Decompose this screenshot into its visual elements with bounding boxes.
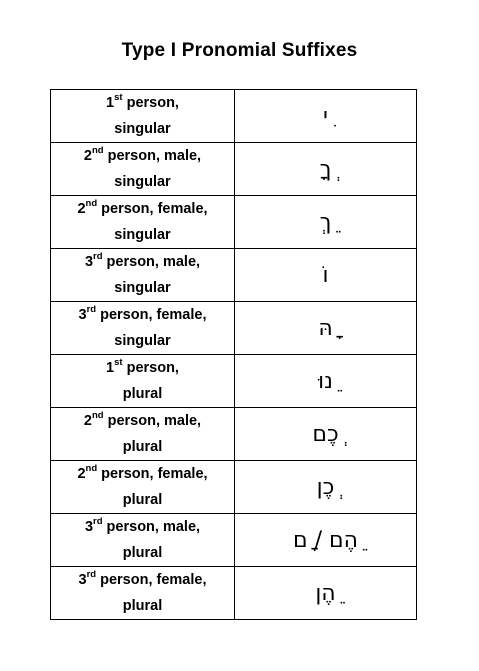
table-row	[51, 408, 417, 461]
number-label: singular	[114, 121, 171, 137]
person-number: 2	[83, 148, 92, 164]
person-number: 2	[77, 201, 86, 217]
table-row	[51, 514, 417, 567]
suffix-table	[50, 89, 417, 620]
hebrew-suffix: וֹ	[235, 249, 417, 302]
ordinal-suffix: rd	[93, 516, 103, 528]
person-description: person, female,	[96, 307, 207, 323]
table-row	[51, 567, 417, 620]
hebrew-suffix: ֵהֶם / ָם	[235, 514, 417, 567]
number-label: plural	[122, 545, 163, 561]
person-label	[51, 90, 235, 143]
ordinal-suffix: nd	[91, 410, 104, 422]
number-label: singular	[114, 174, 171, 190]
person-label	[51, 514, 235, 567]
page-title: Type I Pronomial Suffixes	[121, 40, 358, 61]
person-number: 3	[84, 519, 94, 535]
person-label	[51, 249, 235, 302]
person-label	[51, 461, 235, 514]
person-number: 1	[106, 360, 115, 376]
number-label: plural	[122, 598, 163, 614]
hebrew-suffix: ְכֶן	[235, 461, 417, 514]
ordinal-suffix: rd	[86, 569, 97, 581]
ordinal-suffix: nd	[85, 198, 98, 210]
table-row	[51, 355, 417, 408]
person-label	[51, 302, 235, 355]
hebrew-suffix: ִי	[235, 90, 417, 143]
hebrew-suffix: ֵךְ	[235, 196, 417, 249]
person-description: person, male,	[103, 148, 202, 164]
person-description: person, female,	[96, 572, 207, 588]
table-row	[51, 249, 417, 302]
person-description: person, female,	[97, 466, 208, 482]
ordinal-suffix: rd	[93, 251, 103, 263]
hebrew-suffix: ָהּ	[235, 302, 417, 355]
person-label	[51, 408, 235, 461]
person-number: 3	[78, 572, 87, 588]
number-label: singular	[114, 333, 171, 349]
person-label	[51, 567, 235, 620]
ordinal-suffix: st	[114, 92, 123, 104]
table-row	[51, 302, 417, 355]
person-description: person, male,	[103, 413, 202, 429]
number-label: singular	[114, 227, 171, 243]
hebrew-suffix: ֵהֶן	[235, 567, 417, 620]
person-label	[51, 143, 235, 196]
ordinal-suffix: rd	[86, 304, 97, 316]
table-row	[51, 90, 417, 143]
person-number: 2	[77, 466, 86, 482]
table-row	[51, 196, 417, 249]
person-label	[51, 196, 235, 249]
hebrew-suffix: ְךָ	[235, 143, 417, 196]
person-number: 3	[78, 307, 87, 323]
ordinal-suffix: nd	[85, 463, 98, 475]
person-number: 1	[106, 95, 115, 111]
number-label: plural	[122, 386, 163, 402]
person-number: 3	[84, 254, 94, 270]
person-description: person, female,	[97, 201, 208, 217]
person-description: person,	[122, 360, 179, 376]
person-description: person,	[122, 95, 179, 111]
number-label: plural	[122, 492, 163, 508]
ordinal-suffix: nd	[91, 145, 104, 157]
table-row	[51, 143, 417, 196]
hebrew-suffix: ְכֶם	[235, 408, 417, 461]
number-label: singular	[114, 280, 171, 296]
number-label: plural	[122, 439, 163, 455]
ordinal-suffix: st	[114, 357, 123, 369]
hebrew-suffix: ֵנוּ	[235, 355, 417, 408]
person-label	[51, 355, 235, 408]
person-number: 2	[83, 413, 92, 429]
person-description: person, male,	[102, 254, 201, 270]
table-row	[51, 461, 417, 514]
person-description: person, male,	[102, 519, 201, 535]
